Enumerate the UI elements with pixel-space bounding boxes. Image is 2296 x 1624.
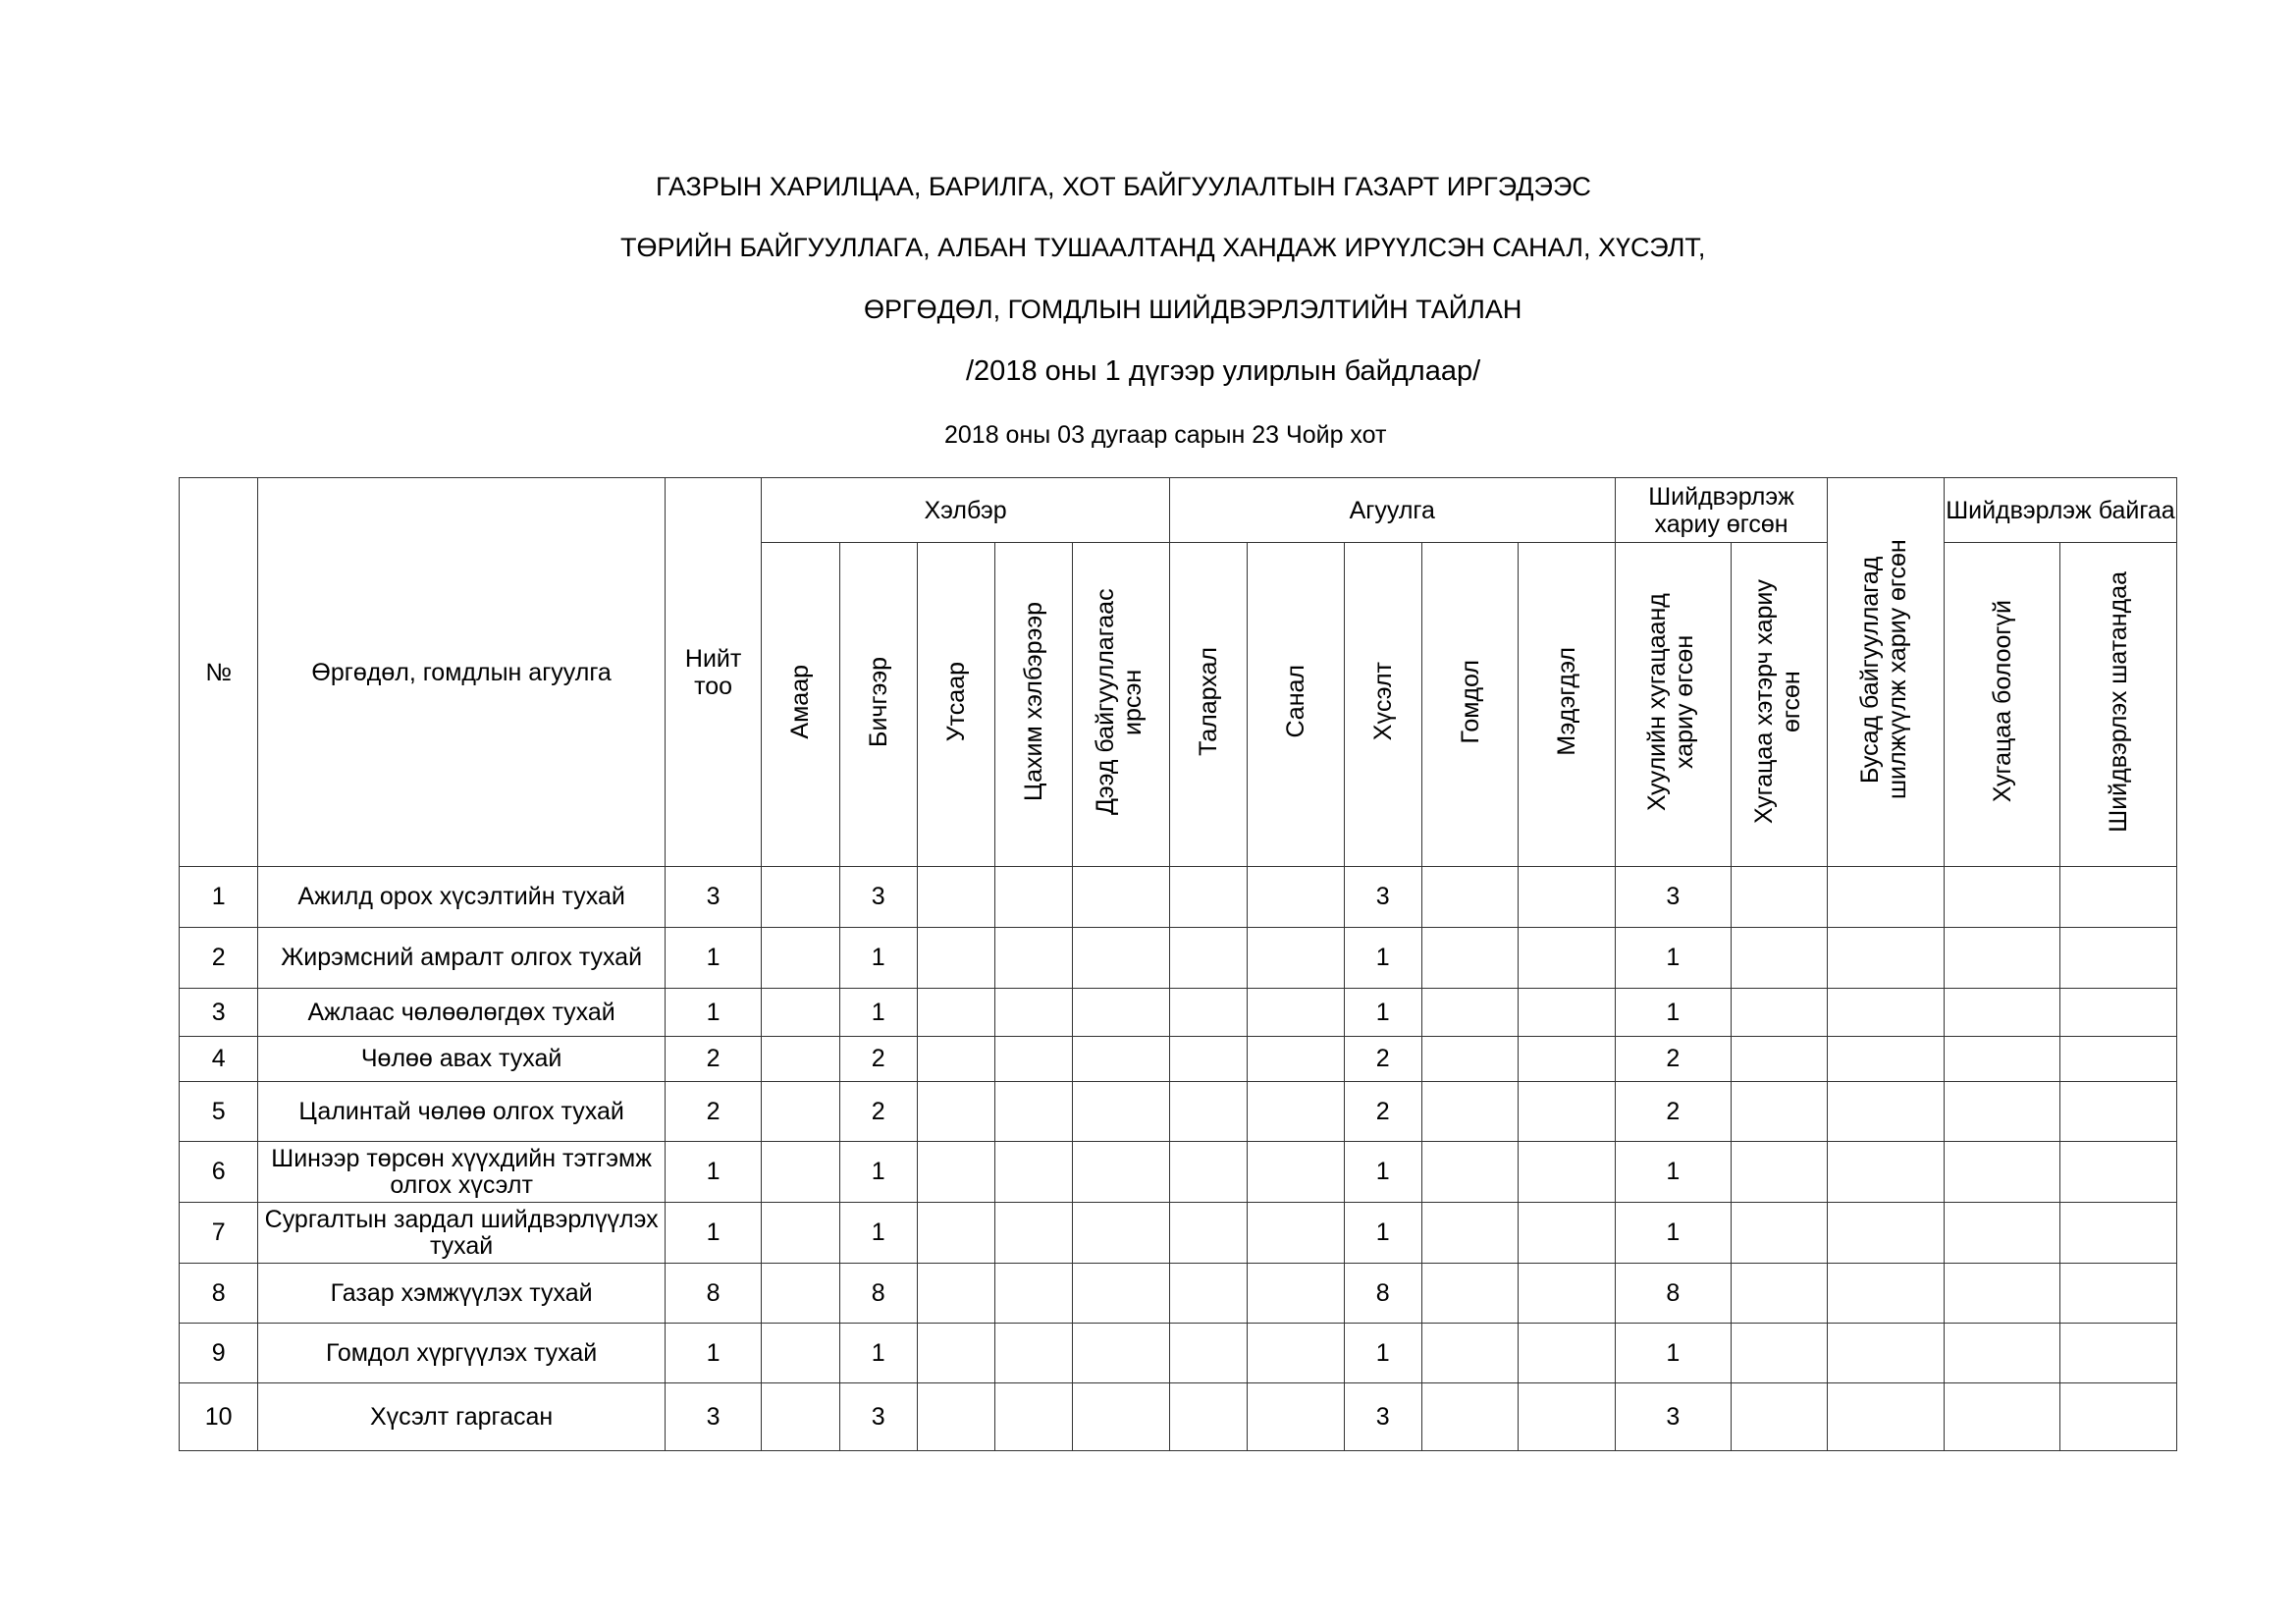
cell-utsaar: [917, 1142, 994, 1203]
col-header-bichgeer-label: Бичгээр: [864, 656, 892, 747]
cell-sanal: [1248, 1082, 1344, 1142]
cell-talarkhal: [1169, 867, 1247, 928]
cell-sanal: [1248, 1142, 1344, 1203]
cell-khetersen: [1732, 989, 1828, 1037]
cell-bichgeer: 1: [839, 989, 917, 1037]
cell-num: 7: [180, 1203, 258, 1264]
cell-gomdol: [1421, 1264, 1518, 1324]
cell-khetersen: [1732, 928, 1828, 989]
cell-total: 1: [665, 989, 761, 1037]
cell-tsakhim: [995, 1142, 1073, 1203]
cell-amaar: [762, 1142, 839, 1203]
cell-busad: [1828, 928, 1944, 989]
cell-busad: [1828, 867, 1944, 928]
cell-gomdol: [1421, 1037, 1518, 1082]
col-header-other-org: [1828, 478, 1944, 867]
cell-gomdol: [1421, 1142, 1518, 1203]
col-header-tsakhim: [995, 543, 1073, 867]
cell-medegdel: [1519, 1264, 1615, 1324]
table-row: [180, 1324, 2177, 1383]
cell-bichgeer: 3: [839, 867, 917, 928]
cell-khuselt: 2: [1344, 1037, 1421, 1082]
cell-gomdol: [1421, 928, 1518, 989]
cell-khuuliin: 3: [1615, 867, 1731, 928]
col-group-answered: Шийдвэрлэж хариу өгсөн: [1615, 478, 1828, 543]
cell-shatandaa: [2060, 1203, 2177, 1264]
report-title-line-3: ӨРГӨДӨЛ, ГОМДЛЫН ШИЙДВЭРЛЭЛТИЙН ТАЙЛАН: [864, 295, 1522, 324]
col-header-deed: [1073, 543, 1169, 867]
cell-busad: [1828, 989, 1944, 1037]
col-header-medegdel: [1519, 543, 1615, 867]
cell-khuuliin: 2: [1615, 1082, 1731, 1142]
cell-talarkhal: [1169, 1264, 1247, 1324]
col-header-tsakhim-label: Цахим хэлбэрээр: [1020, 602, 1048, 801]
col-header-num: №: [180, 478, 258, 867]
cell-khuuliin: 1: [1615, 928, 1731, 989]
cell-content: Чөлөө авах тухай: [258, 1037, 666, 1082]
col-group-pending: Шийдвэрлэж байгаа: [1944, 478, 2176, 543]
col-header-shatandaa-label: Шийдвэрлэх шатандаа: [2105, 570, 2133, 833]
cell-shatandaa: [2060, 989, 2177, 1037]
cell-medegdel: [1519, 989, 1615, 1037]
cell-bichgeer: 1: [839, 928, 917, 989]
cell-busad: [1828, 1082, 1944, 1142]
cell-gomdol: [1421, 1324, 1518, 1383]
report-period: /2018 оны 1 дүгээр улирлын байдлаар/: [966, 355, 1481, 387]
col-header-khetersen-label: Хугацаа хэтэрч хариу өгсөн: [1749, 579, 1805, 824]
cell-khuselt: 1: [1344, 1203, 1421, 1264]
cell-talarkhal: [1169, 1324, 1247, 1383]
cell-num: 10: [180, 1383, 258, 1451]
cell-shatandaa: [2060, 1142, 2177, 1203]
report-title-line-1: ГАЗРЫН ХАРИЛЦАА, БАРИЛГА, ХОТ БАЙГУУЛАЛТЫН ГАЗАРТ ИРГЭДЭЭС: [656, 172, 1591, 201]
col-header-sanal-label: Санал: [1281, 665, 1309, 738]
cell-shatandaa: [2060, 1383, 2177, 1451]
table-row: [180, 1264, 2177, 1324]
col-header-khuselt-label: Хүсэлт: [1368, 662, 1397, 741]
cell-bolooguy: [1944, 1383, 2059, 1451]
cell-tsakhim: [995, 1082, 1073, 1142]
cell-busad: [1828, 1142, 1944, 1203]
cell-shatandaa: [2060, 1037, 2177, 1082]
cell-khuuliin: 1: [1615, 1324, 1731, 1383]
cell-bichgeer: 8: [839, 1264, 917, 1324]
col-header-amaar-label: Амаар: [786, 664, 815, 739]
cell-sanal: [1248, 1324, 1344, 1383]
cell-content: Гомдол хүргүүлэх тухай: [258, 1324, 666, 1383]
cell-utsaar: [917, 1203, 994, 1264]
cell-content: Жирэмсний амралт олгох тухай: [258, 928, 666, 989]
col-header-bolooguy-label: Хугацаа болоогүй: [1988, 600, 2016, 803]
table-row: [180, 928, 2177, 989]
cell-khetersen: [1732, 1142, 1828, 1203]
cell-utsaar: [917, 989, 994, 1037]
col-header-khetersen: [1732, 543, 1828, 867]
cell-amaar: [762, 867, 839, 928]
col-header-other-org-label: Бусад байгууллагад шилжүүлж хариу өгсөн: [1856, 539, 1912, 799]
col-header-shatandaa: [2060, 543, 2177, 867]
cell-total: 1: [665, 928, 761, 989]
cell-utsaar: [917, 928, 994, 989]
cell-num: 1: [180, 867, 258, 928]
cell-tsakhim: [995, 928, 1073, 989]
cell-bolooguy: [1944, 1264, 2059, 1324]
col-header-bolooguy: [1944, 543, 2059, 867]
cell-bichgeer: 2: [839, 1037, 917, 1082]
cell-bolooguy: [1944, 1203, 2059, 1264]
cell-deed: [1073, 1142, 1169, 1203]
col-header-medegdel-label: Мэдэгдэл: [1552, 647, 1580, 756]
cell-shatandaa: [2060, 1324, 2177, 1383]
cell-khuuliin: 3: [1615, 1383, 1731, 1451]
cell-utsaar: [917, 1082, 994, 1142]
cell-total: 8: [665, 1264, 761, 1324]
cell-num: 2: [180, 928, 258, 989]
cell-medegdel: [1519, 1037, 1615, 1082]
cell-shatandaa: [2060, 928, 2177, 989]
cell-medegdel: [1519, 1142, 1615, 1203]
cell-num: 6: [180, 1142, 258, 1203]
cell-gomdol: [1421, 989, 1518, 1037]
cell-amaar: [762, 1383, 839, 1451]
cell-deed: [1073, 928, 1169, 989]
cell-gomdol: [1421, 1082, 1518, 1142]
cell-bolooguy: [1944, 989, 2059, 1037]
cell-bolooguy: [1944, 1142, 2059, 1203]
cell-shatandaa: [2060, 1082, 2177, 1142]
cell-num: 5: [180, 1082, 258, 1142]
cell-total: 2: [665, 1082, 761, 1142]
cell-content: Газар хэмжүүлэх тухай: [258, 1264, 666, 1324]
cell-gomdol: [1421, 1203, 1518, 1264]
cell-bolooguy: [1944, 1082, 2059, 1142]
report-table: [179, 477, 2177, 1451]
cell-busad: [1828, 1383, 1944, 1451]
cell-khetersen: [1732, 1264, 1828, 1324]
cell-sanal: [1248, 928, 1344, 989]
cell-busad: [1828, 1324, 1944, 1383]
cell-total: 1: [665, 1203, 761, 1264]
table-row: [180, 989, 2177, 1037]
cell-talarkhal: [1169, 1037, 1247, 1082]
cell-tsakhim: [995, 1203, 1073, 1264]
cell-deed: [1073, 1037, 1169, 1082]
cell-khetersen: [1732, 867, 1828, 928]
cell-amaar: [762, 1203, 839, 1264]
cell-content: Шинээр төрсөн хүүхдийн тэтгэмж олгох хүсэлт: [258, 1142, 666, 1203]
table-row: [180, 1082, 2177, 1142]
cell-content: Сургалтын зардал шийдвэрлүүлэх тухай: [258, 1203, 666, 1264]
cell-content: Ажилд орох хүсэлтийн тухай: [258, 867, 666, 928]
cell-utsaar: [917, 1037, 994, 1082]
col-header-deed-label: Дээд байгууллагаас ирсэн: [1092, 588, 1148, 815]
report-table-body: [180, 867, 2177, 1451]
cell-utsaar: [917, 1383, 994, 1451]
cell-sanal: [1248, 1264, 1344, 1324]
cell-medegdel: [1519, 867, 1615, 928]
cell-bolooguy: [1944, 867, 2059, 928]
cell-deed: [1073, 1203, 1169, 1264]
col-group-content-type: Агуулга: [1169, 478, 1615, 543]
cell-busad: [1828, 1203, 1944, 1264]
cell-khuselt: 2: [1344, 1082, 1421, 1142]
cell-talarkhal: [1169, 1142, 1247, 1203]
cell-khuuliin: 1: [1615, 1203, 1731, 1264]
cell-gomdol: [1421, 867, 1518, 928]
col-header-khuuliin: [1615, 543, 1731, 867]
cell-num: 4: [180, 1037, 258, 1082]
cell-medegdel: [1519, 1082, 1615, 1142]
cell-utsaar: [917, 1324, 994, 1383]
cell-num: 3: [180, 989, 258, 1037]
cell-deed: [1073, 1324, 1169, 1383]
cell-medegdel: [1519, 1383, 1615, 1451]
cell-sanal: [1248, 989, 1344, 1037]
cell-total: 2: [665, 1037, 761, 1082]
cell-bichgeer: 1: [839, 1203, 917, 1264]
cell-utsaar: [917, 867, 994, 928]
cell-khuuliin: 1: [1615, 989, 1731, 1037]
col-header-utsaar-label: Утсаар: [942, 661, 971, 742]
cell-khuuliin: 2: [1615, 1037, 1731, 1082]
cell-khuselt: 1: [1344, 928, 1421, 989]
cell-medegdel: [1519, 1324, 1615, 1383]
cell-amaar: [762, 989, 839, 1037]
cell-amaar: [762, 1082, 839, 1142]
col-header-amaar: [762, 543, 839, 867]
col-header-content: Өргөдөл, гомдлын агуулга: [258, 478, 666, 867]
col-header-bichgeer: [839, 543, 917, 867]
cell-sanal: [1248, 1037, 1344, 1082]
cell-khuuliin: 1: [1615, 1142, 1731, 1203]
report-date-place: 2018 оны 03 дугаар сарын 23 Чойр хот: [944, 421, 1387, 449]
col-header-khuselt: [1344, 543, 1421, 867]
cell-total: 3: [665, 867, 761, 928]
cell-utsaar: [917, 1264, 994, 1324]
cell-khuselt: 8: [1344, 1264, 1421, 1324]
cell-amaar: [762, 1264, 839, 1324]
col-group-form: Хэлбэр: [762, 478, 1170, 543]
cell-deed: [1073, 1264, 1169, 1324]
table-row: [180, 1203, 2177, 1264]
col-header-talarkhal-label: Талархал: [1195, 647, 1223, 756]
cell-bichgeer: 2: [839, 1082, 917, 1142]
cell-deed: [1073, 1082, 1169, 1142]
cell-amaar: [762, 928, 839, 989]
cell-tsakhim: [995, 1264, 1073, 1324]
cell-shatandaa: [2060, 867, 2177, 928]
cell-talarkhal: [1169, 1383, 1247, 1451]
table-row: [180, 1383, 2177, 1451]
cell-khetersen: [1732, 1383, 1828, 1451]
cell-tsakhim: [995, 1037, 1073, 1082]
col-header-total: Нийт тоо: [665, 478, 761, 867]
table-row: [180, 1142, 2177, 1203]
cell-total: 3: [665, 1383, 761, 1451]
cell-total: 1: [665, 1142, 761, 1203]
cell-content: Ажлаас чөлөөлөгдөх тухай: [258, 989, 666, 1037]
cell-tsakhim: [995, 867, 1073, 928]
cell-khetersen: [1732, 1324, 1828, 1383]
cell-content: Цалинтай чөлөө олгох тухай: [258, 1082, 666, 1142]
cell-khuuliin: 8: [1615, 1264, 1731, 1324]
cell-tsakhim: [995, 1324, 1073, 1383]
cell-busad: [1828, 1037, 1944, 1082]
cell-khetersen: [1732, 1203, 1828, 1264]
cell-sanal: [1248, 867, 1344, 928]
cell-khetersen: [1732, 1082, 1828, 1142]
report-title-line-2: ТӨРИЙН БАЙГУУЛЛАГА, АЛБАН ТУШААЛТАНД ХАНДАЖ ИРҮҮЛСЭН САНАЛ, ХҮСЭЛТ,: [620, 233, 1706, 262]
cell-tsakhim: [995, 989, 1073, 1037]
cell-sanal: [1248, 1383, 1344, 1451]
cell-total: 1: [665, 1324, 761, 1383]
cell-deed: [1073, 867, 1169, 928]
cell-khetersen: [1732, 1037, 1828, 1082]
cell-tsakhim: [995, 1383, 1073, 1451]
cell-num: 8: [180, 1264, 258, 1324]
cell-gomdol: [1421, 1383, 1518, 1451]
cell-medegdel: [1519, 928, 1615, 989]
cell-shatandaa: [2060, 1264, 2177, 1324]
cell-bichgeer: 1: [839, 1324, 917, 1383]
cell-khuselt: 1: [1344, 1142, 1421, 1203]
cell-talarkhal: [1169, 989, 1247, 1037]
col-header-utsaar: [917, 543, 994, 867]
cell-deed: [1073, 1383, 1169, 1451]
cell-khuselt: 3: [1344, 867, 1421, 928]
cell-medegdel: [1519, 1203, 1615, 1264]
cell-sanal: [1248, 1203, 1344, 1264]
cell-busad: [1828, 1264, 1944, 1324]
cell-khuselt: 1: [1344, 989, 1421, 1037]
cell-amaar: [762, 1037, 839, 1082]
col-header-gomdol: [1421, 543, 1518, 867]
cell-talarkhal: [1169, 1082, 1247, 1142]
col-header-sanal: [1248, 543, 1344, 867]
cell-khuselt: 3: [1344, 1383, 1421, 1451]
col-header-talarkhal: [1169, 543, 1247, 867]
table-row: [180, 867, 2177, 928]
table-row: [180, 1037, 2177, 1082]
cell-bichgeer: 1: [839, 1142, 917, 1203]
cell-bichgeer: 3: [839, 1383, 917, 1451]
cell-num: 9: [180, 1324, 258, 1383]
cell-talarkhal: [1169, 1203, 1247, 1264]
cell-bolooguy: [1944, 928, 2059, 989]
cell-bolooguy: [1944, 1324, 2059, 1383]
col-header-khuuliin-label: Хуулийн хугацаанд хариу өгсөн: [1643, 592, 1699, 811]
cell-content: Хүсэлт гаргасан: [258, 1383, 666, 1451]
cell-bolooguy: [1944, 1037, 2059, 1082]
cell-khuselt: 1: [1344, 1324, 1421, 1383]
cell-amaar: [762, 1324, 839, 1383]
col-header-gomdol-label: Гомдол: [1456, 659, 1484, 744]
cell-talarkhal: [1169, 928, 1247, 989]
cell-deed: [1073, 989, 1169, 1037]
